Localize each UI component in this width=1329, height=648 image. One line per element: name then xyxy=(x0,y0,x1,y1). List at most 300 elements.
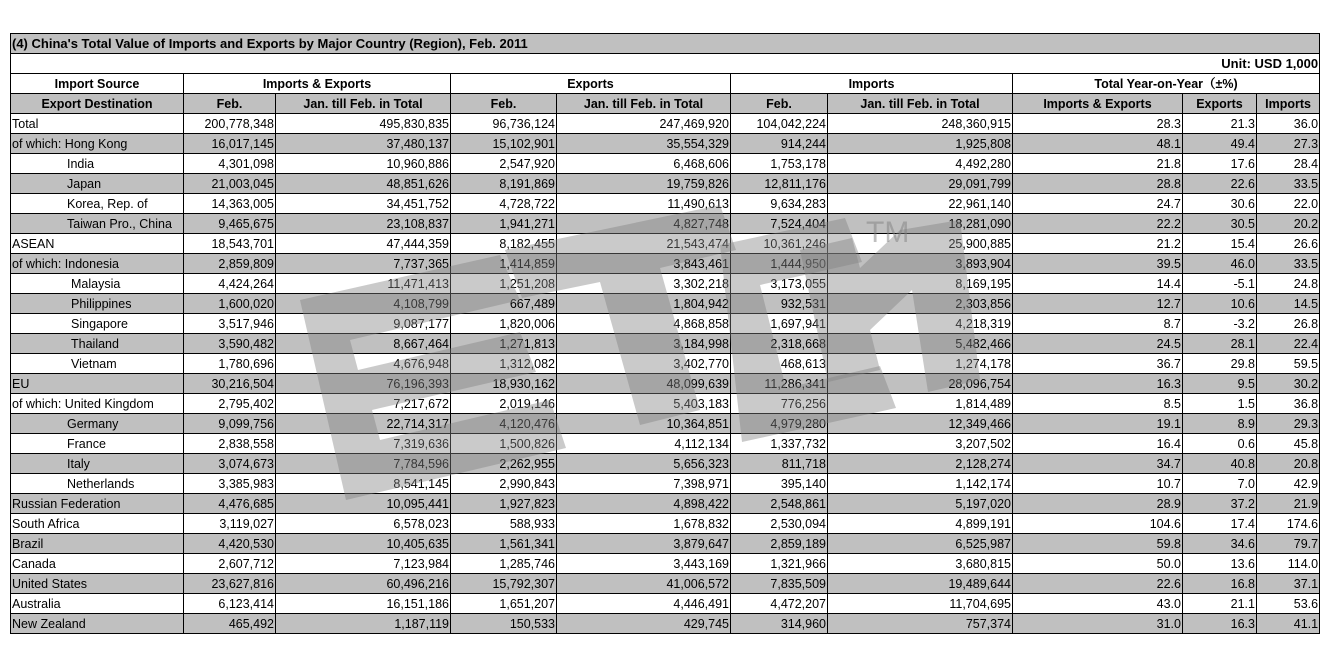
header-exports: Exports xyxy=(451,74,731,94)
row-value: 22.6 xyxy=(1183,174,1257,194)
row-value: 811,718 xyxy=(731,454,828,474)
row-value: 34,451,752 xyxy=(276,194,451,214)
row-value: 31.0 xyxy=(1013,614,1183,634)
row-value: 19,489,644 xyxy=(828,574,1013,594)
row-value: 2,530,094 xyxy=(731,514,828,534)
row-label: Canada xyxy=(11,554,184,574)
row-value: 4,476,685 xyxy=(184,494,276,514)
row-value: 2,990,843 xyxy=(451,474,557,494)
row-value: 45.8 xyxy=(1257,434,1320,454)
row-value: 776,256 xyxy=(731,394,828,414)
row-value: 16.4 xyxy=(1013,434,1183,454)
row-value: 1,142,174 xyxy=(828,474,1013,494)
row-label: Netherlands xyxy=(11,474,184,494)
row-value: 6,525,987 xyxy=(828,534,1013,554)
row-value: 2,795,402 xyxy=(184,394,276,414)
row-value: 14,363,005 xyxy=(184,194,276,214)
row-value: 30.2 xyxy=(1257,374,1320,394)
row-value: 21,003,045 xyxy=(184,174,276,194)
row-label: of which: United Kingdom xyxy=(11,394,184,414)
row-value: 25,900,885 xyxy=(828,234,1013,254)
row-value: 50.0 xyxy=(1013,554,1183,574)
row-value: 1,941,271 xyxy=(451,214,557,234)
row-value: 4,120,476 xyxy=(451,414,557,434)
row-value: 6,468,606 xyxy=(557,154,731,174)
table-row xyxy=(11,154,1320,174)
row-value: 21,543,474 xyxy=(557,234,731,254)
row-value: 3,302,218 xyxy=(557,274,731,294)
row-value: 30,216,504 xyxy=(184,374,276,394)
row-value: 1,321,966 xyxy=(731,554,828,574)
header-imports: Imports xyxy=(731,74,1013,94)
title-row xyxy=(11,34,1320,54)
row-value: 41.1 xyxy=(1257,614,1320,634)
row-value: 10.7 xyxy=(1013,474,1183,494)
row-value: 1,651,207 xyxy=(451,594,557,614)
row-value: 1,500,826 xyxy=(451,434,557,454)
row-value: 914,244 xyxy=(731,134,828,154)
row-value: 19.1 xyxy=(1013,414,1183,434)
row-value: 4,472,207 xyxy=(731,594,828,614)
table-row xyxy=(11,614,1320,634)
row-value: 4,728,722 xyxy=(451,194,557,214)
row-value: 4,868,858 xyxy=(557,314,731,334)
table-row xyxy=(11,394,1320,414)
header-yoy-im: Imports xyxy=(1257,94,1320,114)
header-ex-janfeb: Jan. till Feb. in Total xyxy=(557,94,731,114)
row-value: 1,678,832 xyxy=(557,514,731,534)
row-value: 22.2 xyxy=(1013,214,1183,234)
row-value: 174.6 xyxy=(1257,514,1320,534)
header-yoy-ie: Imports & Exports xyxy=(1013,94,1183,114)
row-value: 10,361,246 xyxy=(731,234,828,254)
table-row xyxy=(11,494,1320,514)
row-value: 1.5 xyxy=(1183,394,1257,414)
row-value: 588,933 xyxy=(451,514,557,534)
row-value: 34.6 xyxy=(1183,534,1257,554)
row-value: 48,851,626 xyxy=(276,174,451,194)
row-label: Russian Federation xyxy=(11,494,184,514)
row-value: 4,676,948 xyxy=(276,354,451,374)
row-value: 9,634,283 xyxy=(731,194,828,214)
table-row xyxy=(11,354,1320,374)
header-yoy-ex: Exports xyxy=(1183,94,1257,114)
table-row xyxy=(11,314,1320,334)
table-row xyxy=(11,574,1320,594)
row-value: 21.2 xyxy=(1013,234,1183,254)
header-ex-feb: Feb. xyxy=(451,94,557,114)
row-value: 1,780,696 xyxy=(184,354,276,374)
row-value: 4,420,530 xyxy=(184,534,276,554)
row-value: 2,303,856 xyxy=(828,294,1013,314)
row-label: ASEAN xyxy=(11,234,184,254)
row-value: 9,087,177 xyxy=(276,314,451,334)
row-value: 21.8 xyxy=(1013,154,1183,174)
unit-label: Unit: USD 1,000 xyxy=(11,54,1320,74)
table-row xyxy=(11,274,1320,294)
row-value: 1,285,746 xyxy=(451,554,557,574)
row-value: 17.6 xyxy=(1183,154,1257,174)
row-value: 15,102,901 xyxy=(451,134,557,154)
row-value: 10,960,886 xyxy=(276,154,451,174)
row-value: 3,184,998 xyxy=(557,334,731,354)
row-value: 5,197,020 xyxy=(828,494,1013,514)
header-ie-feb: Feb. xyxy=(184,94,276,114)
row-value: 9.5 xyxy=(1183,374,1257,394)
table-row xyxy=(11,294,1320,314)
row-value: 30.6 xyxy=(1183,194,1257,214)
row-value: 15.4 xyxy=(1183,234,1257,254)
row-value: 1,444,950 xyxy=(731,254,828,274)
row-value: 7,784,596 xyxy=(276,454,451,474)
row-value: 2,547,920 xyxy=(451,154,557,174)
row-label: Philippines xyxy=(11,294,184,314)
row-value: 2,128,274 xyxy=(828,454,1013,474)
row-value: 8,182,455 xyxy=(451,234,557,254)
row-value: 22.6 xyxy=(1013,574,1183,594)
row-value: 13.6 xyxy=(1183,554,1257,574)
table-row xyxy=(11,214,1320,234)
table-body xyxy=(11,114,1320,634)
row-value: 3,119,027 xyxy=(184,514,276,534)
row-value: 314,960 xyxy=(731,614,828,634)
header-imports-exports: Imports & Exports xyxy=(184,74,451,94)
table-row xyxy=(11,554,1320,574)
row-value: 18,930,162 xyxy=(451,374,557,394)
header-import-source: Import Source xyxy=(11,74,184,94)
row-value: 14.5 xyxy=(1257,294,1320,314)
row-value: 468,613 xyxy=(731,354,828,374)
row-label: New Zealand xyxy=(11,614,184,634)
row-value: 10,364,851 xyxy=(557,414,731,434)
row-value: 22.4 xyxy=(1257,334,1320,354)
row-value: 29,091,799 xyxy=(828,174,1013,194)
row-label: Australia xyxy=(11,594,184,614)
row-value: 4,979,280 xyxy=(731,414,828,434)
row-value: 12,349,466 xyxy=(828,414,1013,434)
row-value: 37.2 xyxy=(1183,494,1257,514)
row-value: 12.7 xyxy=(1013,294,1183,314)
table-row xyxy=(11,534,1320,554)
row-value: 1,561,341 xyxy=(451,534,557,554)
row-value: 3,517,946 xyxy=(184,314,276,334)
row-value: 48.1 xyxy=(1013,134,1183,154)
row-value: 2,019,146 xyxy=(451,394,557,414)
row-value: 47,444,359 xyxy=(276,234,451,254)
row-value: 17.4 xyxy=(1183,514,1257,534)
row-value: 1,414,859 xyxy=(451,254,557,274)
header-row-1 xyxy=(11,74,1320,94)
row-value: 33.5 xyxy=(1257,254,1320,274)
unit-row xyxy=(11,54,1320,74)
row-label: EU xyxy=(11,374,184,394)
row-value: 2,859,189 xyxy=(731,534,828,554)
row-label: Malaysia xyxy=(11,274,184,294)
row-value: 22,961,140 xyxy=(828,194,1013,214)
row-value: 6,578,023 xyxy=(276,514,451,534)
row-value: 8,169,195 xyxy=(828,274,1013,294)
row-value: 60,496,216 xyxy=(276,574,451,594)
row-value: 3,590,482 xyxy=(184,334,276,354)
row-value: 7,835,509 xyxy=(731,574,828,594)
row-label: Taiwan Pro., China xyxy=(11,214,184,234)
row-label: of which: Indonesia xyxy=(11,254,184,274)
row-value: 79.7 xyxy=(1257,534,1320,554)
row-value: 104,042,224 xyxy=(731,114,828,134)
row-value: 7,217,672 xyxy=(276,394,451,414)
row-value: 11,286,341 xyxy=(731,374,828,394)
row-value: 3,879,647 xyxy=(557,534,731,554)
row-value: 7,398,971 xyxy=(557,474,731,494)
row-value: 37,480,137 xyxy=(276,134,451,154)
row-value: 1,814,489 xyxy=(828,394,1013,414)
table-row xyxy=(11,454,1320,474)
row-value: 10,405,635 xyxy=(276,534,451,554)
row-value: 1,697,941 xyxy=(731,314,828,334)
row-value: 39.5 xyxy=(1013,254,1183,274)
row-value: 8,191,869 xyxy=(451,174,557,194)
row-value: 1,804,942 xyxy=(557,294,731,314)
row-value: 16.8 xyxy=(1183,574,1257,594)
row-value: 495,830,835 xyxy=(276,114,451,134)
row-value: 23,108,837 xyxy=(276,214,451,234)
row-value: 395,140 xyxy=(731,474,828,494)
row-label: South Africa xyxy=(11,514,184,534)
header-yoy: Total Year-on-Year（±%) xyxy=(1013,74,1320,94)
row-value: 49.4 xyxy=(1183,134,1257,154)
row-value: 11,704,695 xyxy=(828,594,1013,614)
row-value: 46.0 xyxy=(1183,254,1257,274)
header-ie-janfeb: Jan. till Feb. in Total xyxy=(276,94,451,114)
row-value: 2,859,809 xyxy=(184,254,276,274)
row-value: 9,465,675 xyxy=(184,214,276,234)
row-value: 7,524,404 xyxy=(731,214,828,234)
row-value: 36.8 xyxy=(1257,394,1320,414)
row-value: 28.4 xyxy=(1257,154,1320,174)
row-value: 7,123,984 xyxy=(276,554,451,574)
row-value: 4,301,098 xyxy=(184,154,276,174)
row-value: 3,385,983 xyxy=(184,474,276,494)
trade-table xyxy=(10,33,1320,634)
row-value: 28.1 xyxy=(1183,334,1257,354)
row-value: 10,095,441 xyxy=(276,494,451,514)
row-value: 10.6 xyxy=(1183,294,1257,314)
row-label: Thailand xyxy=(11,334,184,354)
row-value: -5.1 xyxy=(1183,274,1257,294)
row-value: 7.0 xyxy=(1183,474,1257,494)
row-value: 3,074,673 xyxy=(184,454,276,474)
row-value: 20.2 xyxy=(1257,214,1320,234)
row-value: 41,006,572 xyxy=(557,574,731,594)
row-label: Vietnam xyxy=(11,354,184,374)
row-label: Japan xyxy=(11,174,184,194)
row-value: 2,318,668 xyxy=(731,334,828,354)
row-value: 0.6 xyxy=(1183,434,1257,454)
table-row xyxy=(11,194,1320,214)
header-im-janfeb: Jan. till Feb. in Total xyxy=(828,94,1013,114)
row-value: 22,714,317 xyxy=(276,414,451,434)
row-label: Italy xyxy=(11,454,184,474)
row-value: 33.5 xyxy=(1257,174,1320,194)
row-value: 3,893,904 xyxy=(828,254,1013,274)
table-row xyxy=(11,594,1320,614)
row-label: United States xyxy=(11,574,184,594)
row-label: India xyxy=(11,154,184,174)
table-row xyxy=(11,414,1320,434)
row-value: 4,112,134 xyxy=(557,434,731,454)
row-value: 24.7 xyxy=(1013,194,1183,214)
row-value: 43.0 xyxy=(1013,594,1183,614)
row-value: 28.9 xyxy=(1013,494,1183,514)
table-row xyxy=(11,374,1320,394)
row-value: 104.6 xyxy=(1013,514,1183,534)
row-value: 4,424,264 xyxy=(184,274,276,294)
row-value: 4,446,491 xyxy=(557,594,731,614)
row-label: Singapore xyxy=(11,314,184,334)
row-value: 1,187,119 xyxy=(276,614,451,634)
row-value: 53.6 xyxy=(1257,594,1320,614)
table-row xyxy=(11,114,1320,134)
row-value: 1,753,178 xyxy=(731,154,828,174)
row-value: 7,319,636 xyxy=(276,434,451,454)
row-value: 3,443,169 xyxy=(557,554,731,574)
row-label: Total xyxy=(11,114,184,134)
row-value: 2,607,712 xyxy=(184,554,276,574)
row-value: 3,207,502 xyxy=(828,434,1013,454)
row-value: 3,680,815 xyxy=(828,554,1013,574)
row-value: 4,108,799 xyxy=(276,294,451,314)
row-value: 1,274,178 xyxy=(828,354,1013,374)
row-value: 1,927,823 xyxy=(451,494,557,514)
table-row xyxy=(11,254,1320,274)
row-value: 21.3 xyxy=(1183,114,1257,134)
row-value: 4,827,748 xyxy=(557,214,731,234)
row-value: 76,196,393 xyxy=(276,374,451,394)
row-value: 1,271,813 xyxy=(451,334,557,354)
table-title: (4) China's Total Value of Imports and Exports by Major Country (Region), Feb. 2011 xyxy=(11,34,1320,54)
row-value: 42.9 xyxy=(1257,474,1320,494)
row-value: 4,899,191 xyxy=(828,514,1013,534)
row-value: 2,838,558 xyxy=(184,434,276,454)
row-value: 667,489 xyxy=(451,294,557,314)
table-row xyxy=(11,134,1320,154)
row-value: 4,492,280 xyxy=(828,154,1013,174)
row-value: 28,096,754 xyxy=(828,374,1013,394)
row-value: 3,173,055 xyxy=(731,274,828,294)
table-row xyxy=(11,474,1320,494)
trade-table-sheet xyxy=(10,33,1319,634)
row-value: 757,374 xyxy=(828,614,1013,634)
table-row xyxy=(11,514,1320,534)
table-row xyxy=(11,434,1320,454)
row-value: 8,541,145 xyxy=(276,474,451,494)
row-value: 28.8 xyxy=(1013,174,1183,194)
row-value: 29.8 xyxy=(1183,354,1257,374)
row-value: 1,600,020 xyxy=(184,294,276,314)
header-export-destination: Export Destination xyxy=(11,94,184,114)
row-value: 35,554,329 xyxy=(557,134,731,154)
row-value: 27.3 xyxy=(1257,134,1320,154)
row-value: 30.5 xyxy=(1183,214,1257,234)
row-value: 36.7 xyxy=(1013,354,1183,374)
row-value: 16.3 xyxy=(1013,374,1183,394)
row-value: 16.3 xyxy=(1183,614,1257,634)
row-label: of which: Hong Kong xyxy=(11,134,184,154)
row-value: 1,312,082 xyxy=(451,354,557,374)
row-value: 1,925,808 xyxy=(828,134,1013,154)
table-row xyxy=(11,334,1320,354)
row-value: 59.5 xyxy=(1257,354,1320,374)
row-value: 8.5 xyxy=(1013,394,1183,414)
row-value: 24.8 xyxy=(1257,274,1320,294)
row-value: 29.3 xyxy=(1257,414,1320,434)
row-value: 247,469,920 xyxy=(557,114,731,134)
row-value: 20.8 xyxy=(1257,454,1320,474)
table-row xyxy=(11,234,1320,254)
row-value: 16,017,145 xyxy=(184,134,276,154)
row-value: 22.0 xyxy=(1257,194,1320,214)
row-label: France xyxy=(11,434,184,454)
row-value: 1,251,208 xyxy=(451,274,557,294)
row-label: Germany xyxy=(11,414,184,434)
row-value: 8,667,464 xyxy=(276,334,451,354)
row-value: 34.7 xyxy=(1013,454,1183,474)
row-value: 3,843,461 xyxy=(557,254,731,274)
row-value: 37.1 xyxy=(1257,574,1320,594)
row-value: 21.1 xyxy=(1183,594,1257,614)
row-value: 5,403,183 xyxy=(557,394,731,414)
row-value: 59.8 xyxy=(1013,534,1183,554)
row-label: Brazil xyxy=(11,534,184,554)
row-value: 18,543,701 xyxy=(184,234,276,254)
row-value: 4,218,319 xyxy=(828,314,1013,334)
row-value: 21.9 xyxy=(1257,494,1320,514)
row-value: 2,548,861 xyxy=(731,494,828,514)
row-value: 96,736,124 xyxy=(451,114,557,134)
row-value: 2,262,955 xyxy=(451,454,557,474)
row-value: 8.7 xyxy=(1013,314,1183,334)
row-value: 1,337,732 xyxy=(731,434,828,454)
row-value: 8.9 xyxy=(1183,414,1257,434)
row-value: 5,656,323 xyxy=(557,454,731,474)
row-value: 150,533 xyxy=(451,614,557,634)
watermark-tm: TM xyxy=(866,216,910,249)
row-value: 429,745 xyxy=(557,614,731,634)
row-value: 14.4 xyxy=(1013,274,1183,294)
row-value: 12,811,176 xyxy=(731,174,828,194)
row-value: 26.6 xyxy=(1257,234,1320,254)
row-value: 16,151,186 xyxy=(276,594,451,614)
row-value: 5,482,466 xyxy=(828,334,1013,354)
header-im-feb: Feb. xyxy=(731,94,828,114)
row-value: 18,281,090 xyxy=(828,214,1013,234)
row-value: 3,402,770 xyxy=(557,354,731,374)
row-value: 932,531 xyxy=(731,294,828,314)
row-value: 7,737,365 xyxy=(276,254,451,274)
row-value: 9,099,756 xyxy=(184,414,276,434)
row-value: -3.2 xyxy=(1183,314,1257,334)
row-value: 48,099,639 xyxy=(557,374,731,394)
row-value: 24.5 xyxy=(1013,334,1183,354)
row-value: 15,792,307 xyxy=(451,574,557,594)
table-row xyxy=(11,174,1320,194)
row-value: 11,471,413 xyxy=(276,274,451,294)
row-value: 4,898,422 xyxy=(557,494,731,514)
row-value: 23,627,816 xyxy=(184,574,276,594)
row-value: 26.8 xyxy=(1257,314,1320,334)
row-value: 11,490,613 xyxy=(557,194,731,214)
row-value: 19,759,826 xyxy=(557,174,731,194)
